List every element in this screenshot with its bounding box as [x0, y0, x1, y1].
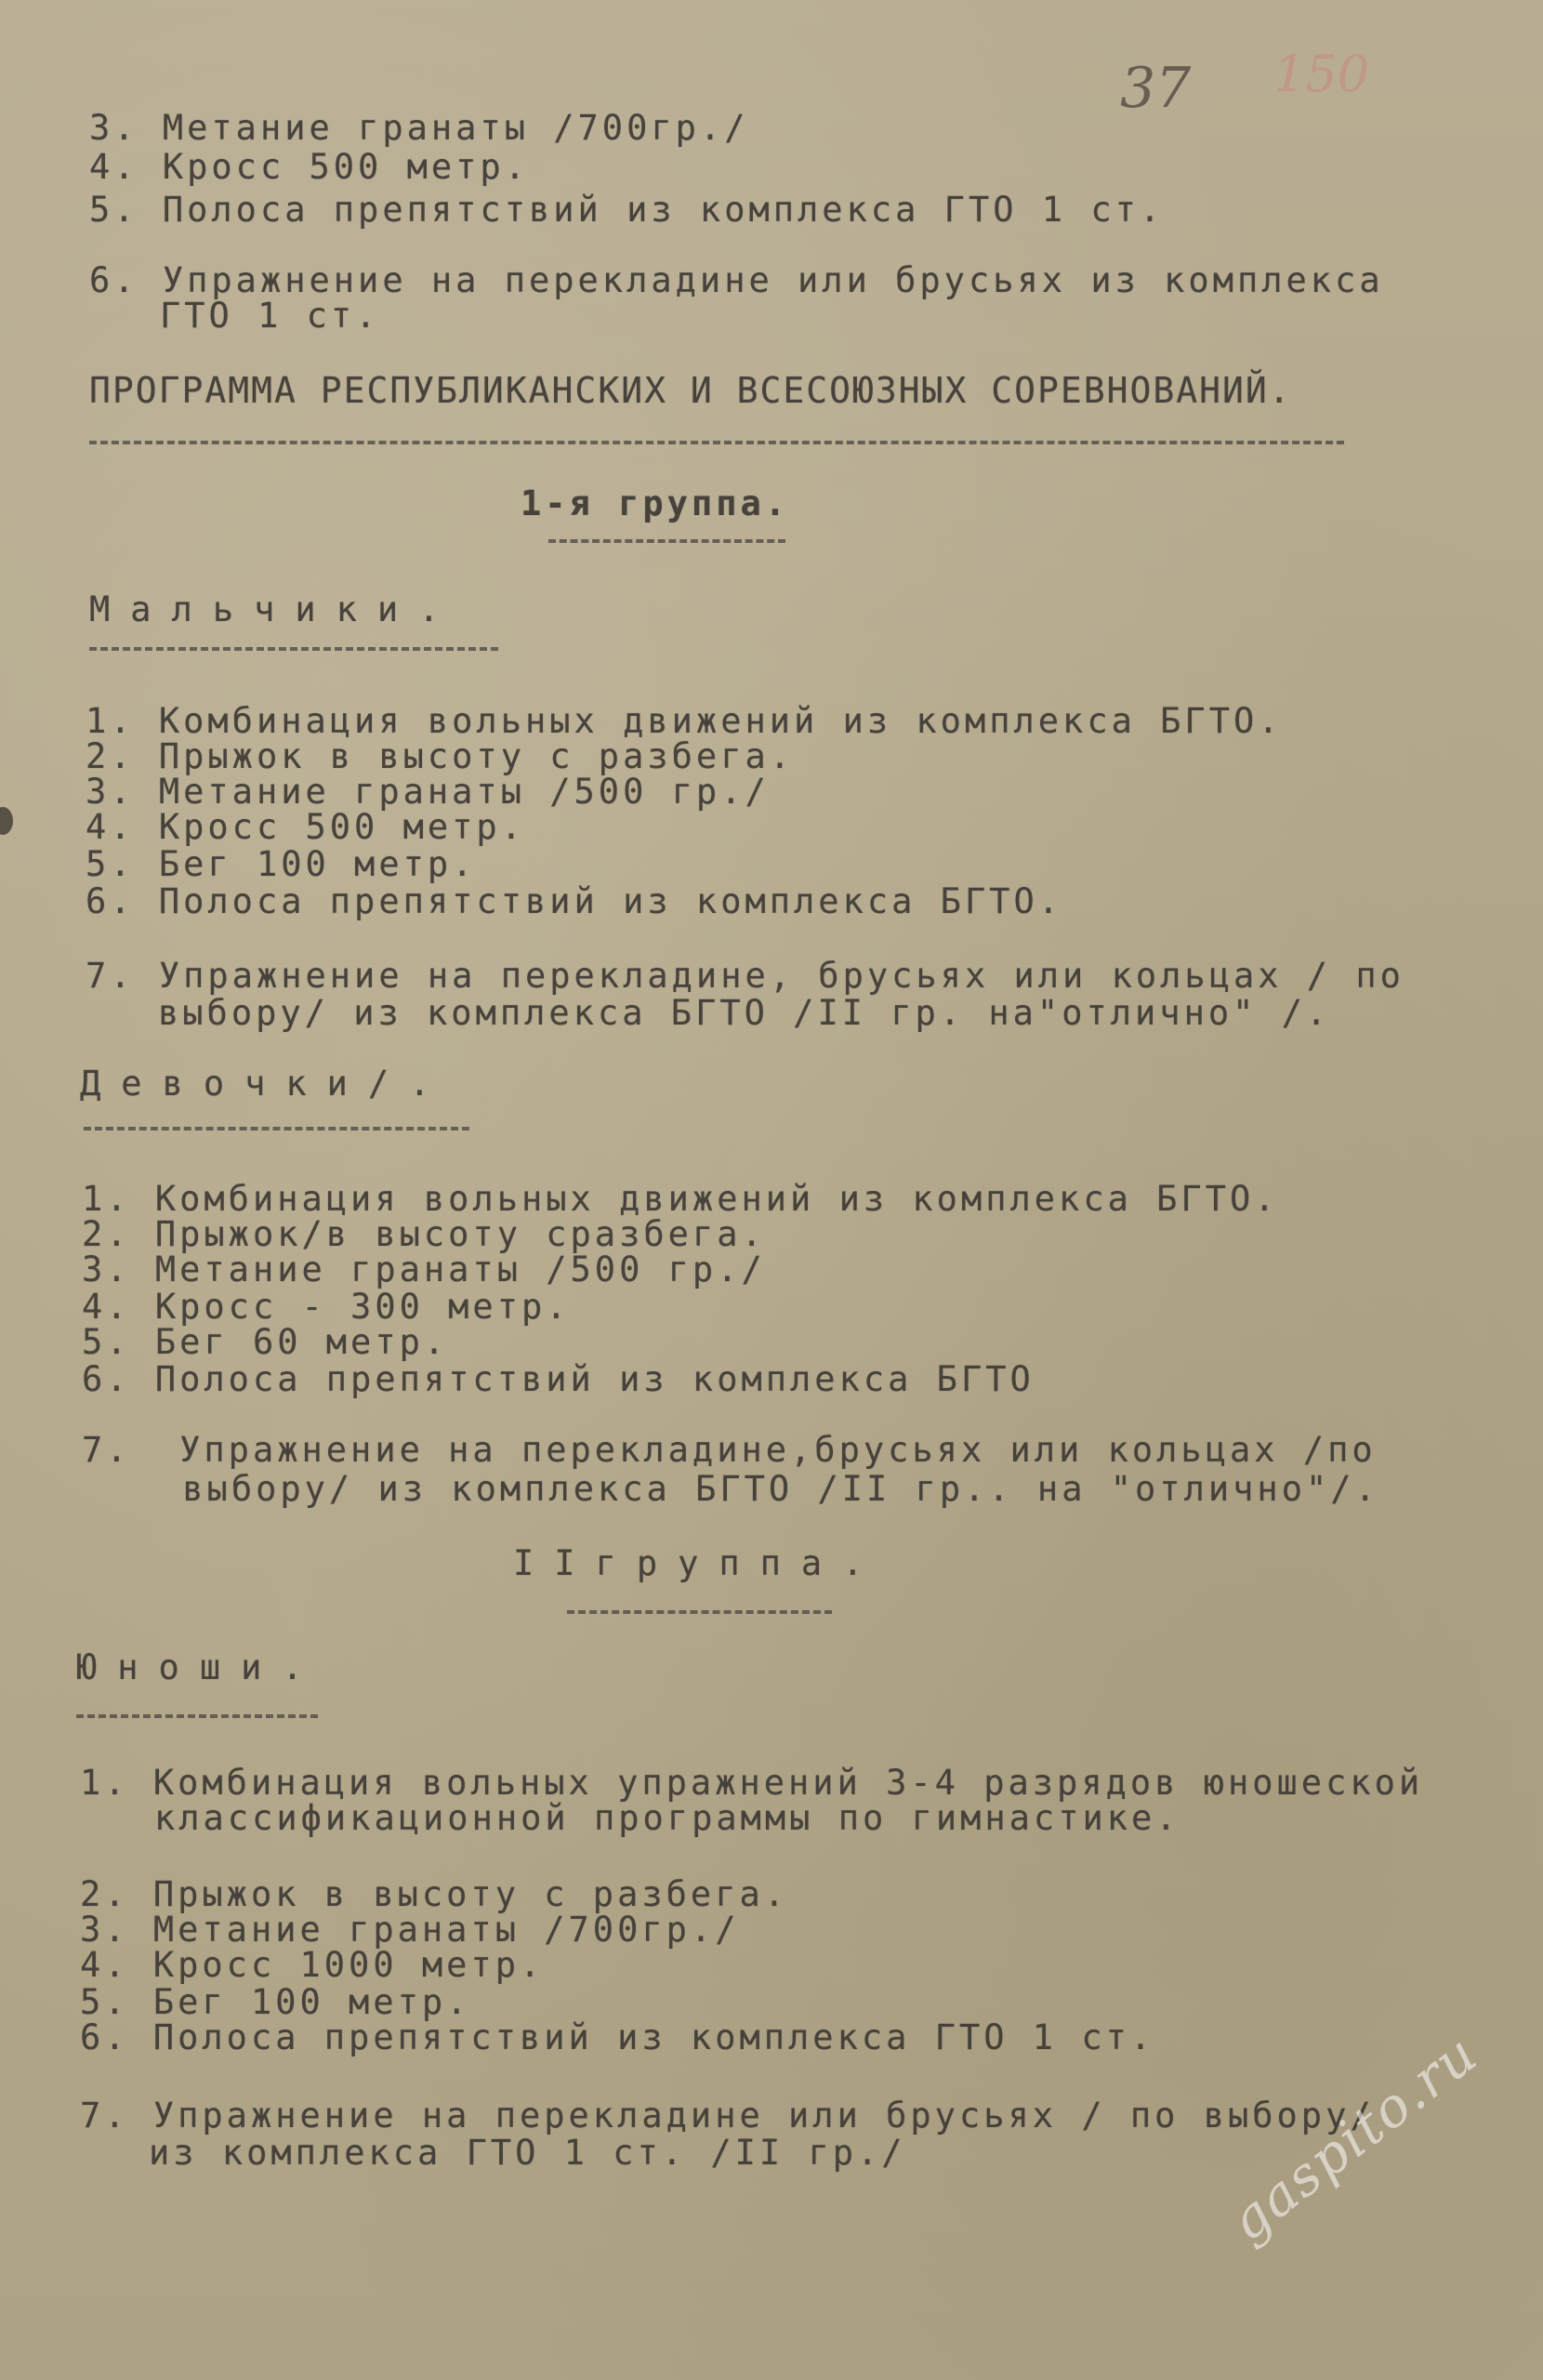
title-underline — [89, 441, 1344, 444]
girls-item: 2. Прыжок/в высоту сразбега. — [82, 1214, 766, 1254]
punch-hole — [0, 807, 13, 835]
top-list-item-continuation: ГТО 1 ст. — [160, 296, 380, 336]
boys-item: 5. Бег 100 метр. — [86, 844, 477, 884]
boys-item: 7. Упражнение на перекладине, брусьях или кольцах / по — [86, 956, 1405, 996]
girls-item: 5. Бег 60 метр. — [82, 1322, 449, 1362]
group2-underline — [567, 1610, 832, 1614]
youths-item: 6. Полоса препятствий из комплекса ГТО 1 ст. — [80, 2017, 1155, 2057]
girls-item: 4. Кросс - 300 метр. — [82, 1287, 571, 1327]
top-list-item: 4. Кросс 500 метр. — [89, 147, 529, 187]
girls-item-continuation: выбору/ из комплекса БГТО /II гр.. на "отлично"/. — [158, 1469, 1379, 1509]
girls-item: 6. Полоса препятствий из комплекса БГТО — [82, 1359, 1035, 1399]
group1-title: 1-я группа. — [521, 483, 790, 523]
youths-item: 7. Упражнение на перекладине или брусьях / по выбору/ — [80, 2096, 1375, 2135]
handwritten-page-number-alt: 150 — [1273, 45, 1370, 103]
girls-item: 3. Метание гранаты /500 гр./ — [82, 1250, 766, 1289]
youths-item: 4. Кросс 1000 метр. — [80, 1945, 545, 1985]
youths-item-continuation: классификационной программы по гимнастике. — [154, 1798, 1180, 1838]
girls-underline — [84, 1127, 469, 1130]
girls-item: 1. Комбинация вольных движений из комплекса БГТО. — [82, 1179, 1279, 1219]
youths-underline — [76, 1714, 318, 1718]
handwritten-page-number: 37 — [1120, 56, 1192, 121]
main-title: ПРОГРАММА РЕСПУБЛИКАНСКИХ И ВСЕСОЮЗНЫХ СОРЕВНОВАНИЙ. — [89, 370, 1292, 411]
top-list-item: 6. Упражнение на перекладине или брусьях из комплекса — [89, 260, 1384, 300]
boys-item: 1. Комбинация вольных движений из комплекса БГТО. — [86, 701, 1283, 741]
boys-underline — [89, 647, 498, 651]
top-list-item: 5. Полоса препятствий из комплекса ГТО 1 ст. — [89, 190, 1165, 230]
group2-title: IIгруппа. — [513, 1543, 884, 1583]
boys-heading: Мальчики. — [89, 589, 460, 629]
boys-item: 2. Прыжок в высоту с разбега. — [86, 736, 795, 776]
girls-item: 7. Упражнение на перекладине,брусьях или кольцах /по — [82, 1430, 1377, 1470]
top-list-item: 3. Метание гранаты /700гр./ — [89, 108, 749, 148]
boys-item-continuation: выбору/ из комплекса БГТО /II гр. на"отлично" /. — [158, 993, 1331, 1033]
boys-item: 6. Полоса препятствий из комплекса БГТО. — [86, 881, 1063, 921]
boys-item: 4. Кросс 500 метр. — [86, 807, 525, 847]
youths-item: 1. Комбинация вольных упражнений 3-4 разрядов юношеской — [80, 1763, 1424, 1803]
watermark: gaspito.ru — [1218, 2021, 1490, 2254]
youths-item: 5. Бег 100 метр. — [80, 1982, 471, 2022]
youths-item: 3. Метание гранаты /700гр./ — [80, 1910, 740, 1950]
youths-item: 2. Прыжок в высоту с разбега. — [80, 1874, 789, 1914]
girls-heading: Девочки/. — [80, 1064, 451, 1104]
boys-item: 3. Метание гранаты /500 гр./ — [86, 772, 770, 812]
group1-underline — [548, 539, 785, 543]
youths-heading: Юноши. — [76, 1647, 323, 1687]
youths-item-continuation: из комплекса ГТО 1 ст. /II гр./ — [149, 2133, 906, 2173]
